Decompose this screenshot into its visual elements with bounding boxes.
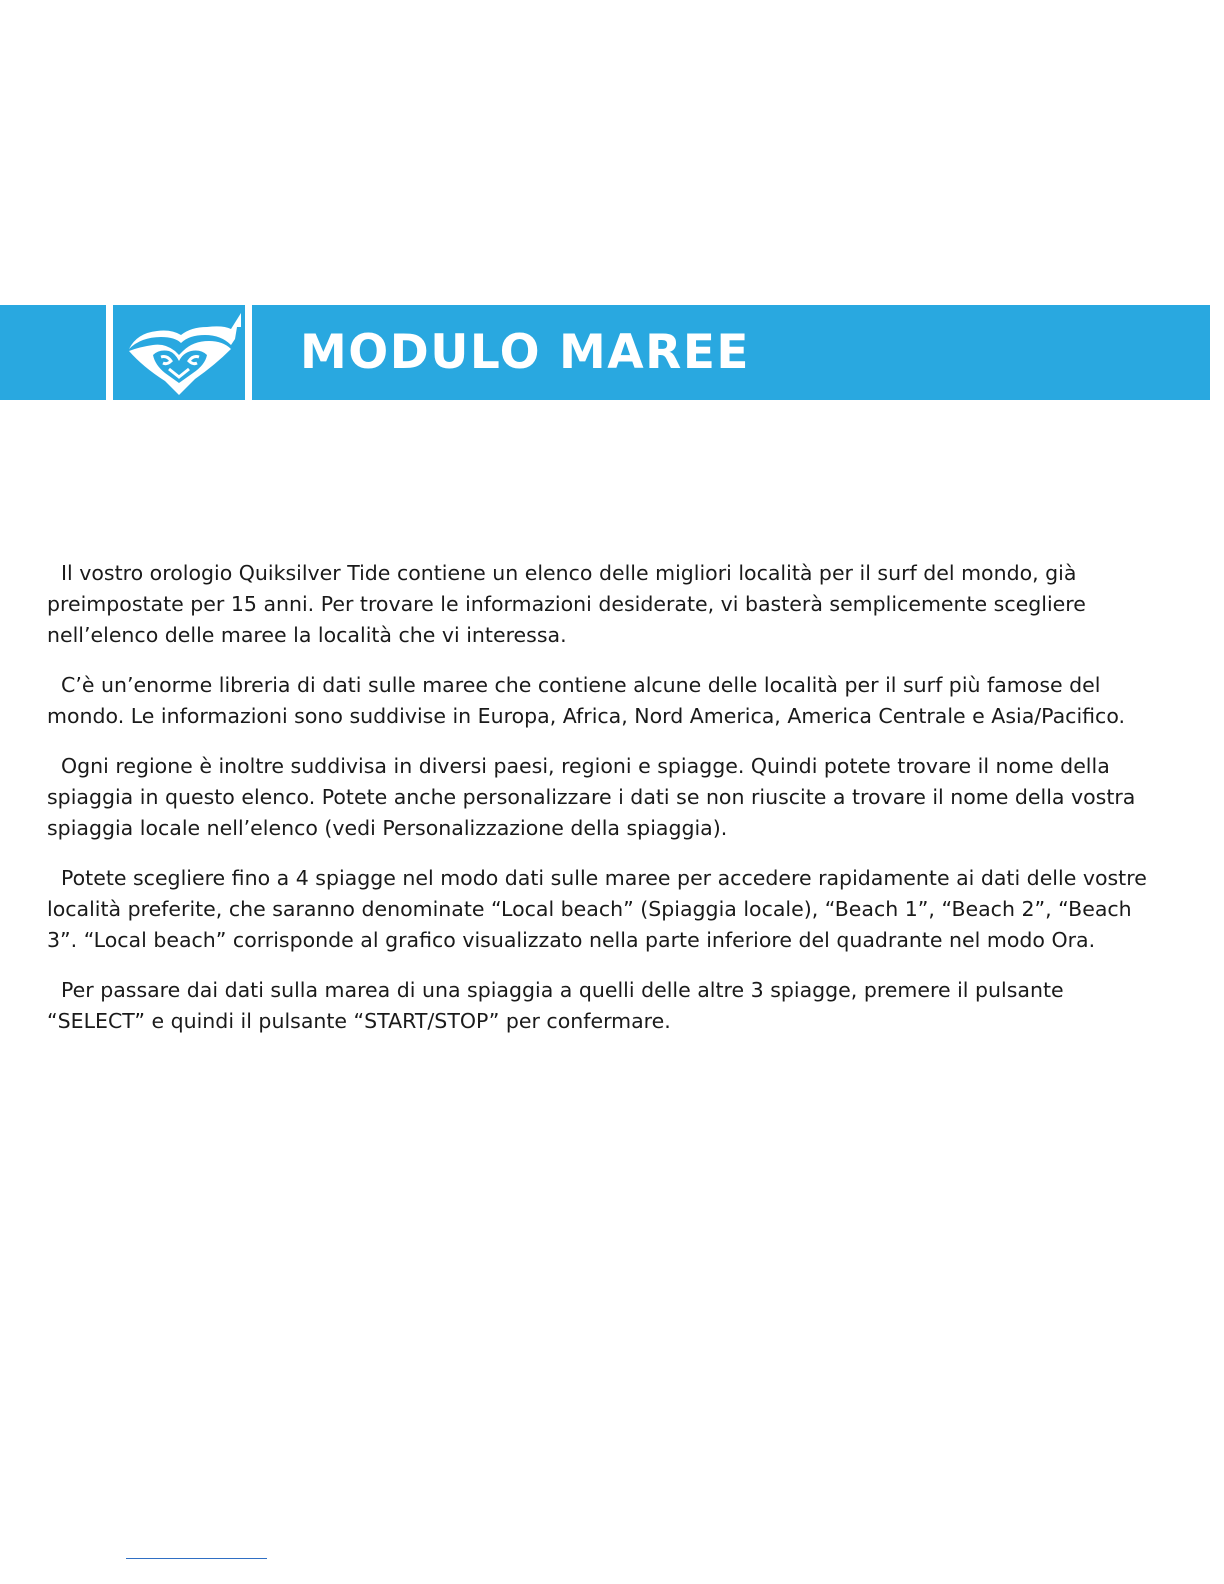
footer-rule [126,1558,267,1559]
header-banner-left [0,305,106,400]
logo-block [113,305,245,400]
paragraph: Per passare dai dati sulla marea di una spiaggia a quelli delle altre 3 spiagge, premere il pulsante “SELECT” e quindi il pulsante “START/STOP” per confermare. [47,978,1064,1033]
body-text [47,558,1157,1056]
paragraph: C’è un’enorme libreria di dati sulle maree che contiene alcune delle località per il surf più famose del mondo. Le informazioni sono suddivise in Europa, Africa, Nord America, America Centrale e Asia/Pacifico. [47,673,1126,728]
page-title: MODULO MAREE [300,325,751,380]
header-banner [252,305,1210,400]
paragraph: Il vostro orologio Quiksilver Tide contiene un elenco delle migliori località per il surf del mondo, già preimpostate per 15 anni. Per trovare le informazioni desiderate, vi basterà semplicemente scegliere nell’elenco delle maree la località che vi interessa. [47,561,1086,647]
paragraph: Potete scegliere fino a 4 spiagge nel modo dati sulle maree per accedere rapidamente ai dati delle vostre località preferite, che saranno denominate “Local beach” (Spiaggia locale), “Beach 1”, “Beach 2”, “Beach 3”. “Local beach” corrisponde al grafico visualizzato nella parte inferiore del quadrante nel modo Ora. [47,866,1147,952]
paragraph: Ogni regione è inoltre suddivisa in diversi paesi, regioni e spiagge. Quindi potete trovare il nome della spiaggia in questo elenco. Potete anche personalizzare i dati se non riuscite a trovare il nome della vostra spiaggia locale nell’elenco (vedi Personalizzazione della spiaggia). [47,754,1136,840]
roxy-heart-logo-icon [113,305,245,400]
